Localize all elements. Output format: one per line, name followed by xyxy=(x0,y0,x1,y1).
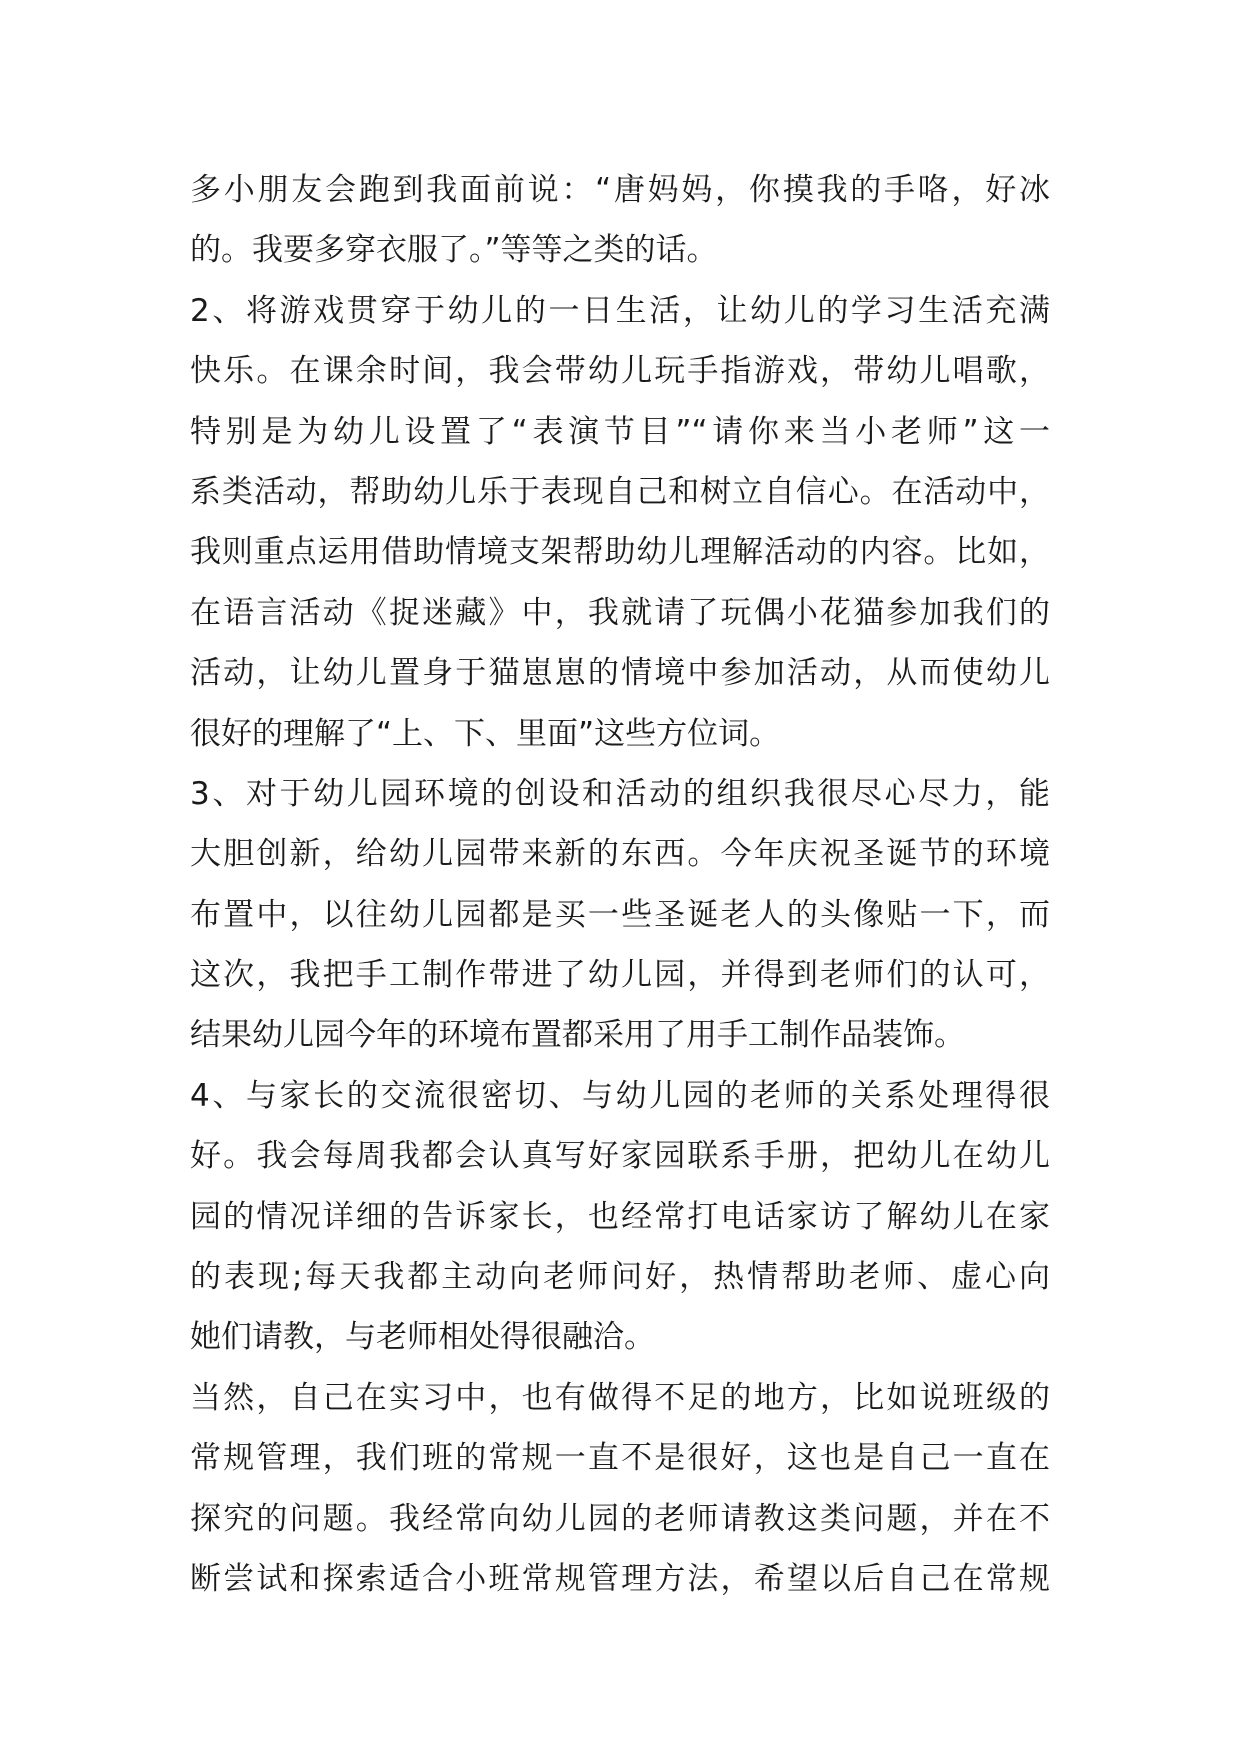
text-line: 的。我要多穿衣服了。”等等之类的话。 xyxy=(190,232,718,269)
text-line: 活动，让幼儿置身于猫崽崽的情境中参加活动，从而使幼儿 xyxy=(190,655,1050,692)
text-line: 好。我会每周我都会认真写好家园联系手册，把幼儿在幼儿 xyxy=(190,1138,1050,1175)
document-body xyxy=(190,160,1050,1609)
text-line: 在语言活动《捉迷藏》中，我就请了玩偶小花猫参加我们的 xyxy=(190,594,1050,631)
text-line: 4、与家长的交流很密切、与幼儿园的老师的关系处理得很 xyxy=(190,1077,1050,1114)
text-line: 的表现;每天我都主动向老师问好，热情帮助老师、虚心向 xyxy=(190,1259,1050,1296)
text-line: 常规管理，我们班的常规一直不是很好，这也是自己一直在 xyxy=(190,1440,1050,1477)
text-line: 我则重点运用借助情境支架帮助幼儿理解活动的内容。比如， xyxy=(190,534,1050,571)
text-line: 布置中，以往幼儿园都是买一些圣诞老人的头像贴一下，而 xyxy=(190,896,1050,933)
text-line: 大胆创新，给幼儿园带来新的东西。今年庆祝圣诞节的环境 xyxy=(190,836,1050,873)
text-line: 3、对于幼儿园环境的创设和活动的组织我很尽心尽力，能 xyxy=(190,775,1050,812)
text-line: 系类活动，帮助幼儿乐于表现自己和树立自信心。在活动中， xyxy=(190,473,1050,510)
text-line: 多小朋友会跑到我面前说：“唐妈妈，你摸我的手咯，好冰 xyxy=(190,172,1050,208)
text-line: 2、将游戏贯穿于幼儿的一日生活，让幼儿的学习生活充满 xyxy=(190,292,1050,329)
text-line: 这次，我把手工制作带进了幼儿园，并得到老师们的认可， xyxy=(190,957,1050,994)
text-line: 园的情况详细的告诉家长，也经常打电话家访了解幼儿在家 xyxy=(190,1198,1050,1235)
text-line: 结果幼儿园今年的环境布置都采用了用手工制作品装饰。 xyxy=(190,1017,965,1054)
text-line: 她们请教，与老师相处得很融洽。 xyxy=(190,1319,655,1356)
text-line: 很好的理解了“上、下、里面”这些方位词。 xyxy=(190,715,781,752)
text-line: 特别是为幼儿设置了“表演节目”“请你来当小老师”这一 xyxy=(190,413,1050,450)
text-line: 快乐。在课余时间，我会带幼儿玩手指游戏，带幼儿唱歌， xyxy=(190,353,1050,390)
text-line: 当然，自己在实习中，也有做得不足的地方，比如说班级的 xyxy=(190,1379,1050,1416)
text-line: 探究的问题。我经常向幼儿园的老师请教这类问题，并在不 xyxy=(190,1500,1050,1537)
text-line: 断尝试和探索适合小班常规管理方法，希望以后自己在常规 xyxy=(190,1560,1050,1597)
